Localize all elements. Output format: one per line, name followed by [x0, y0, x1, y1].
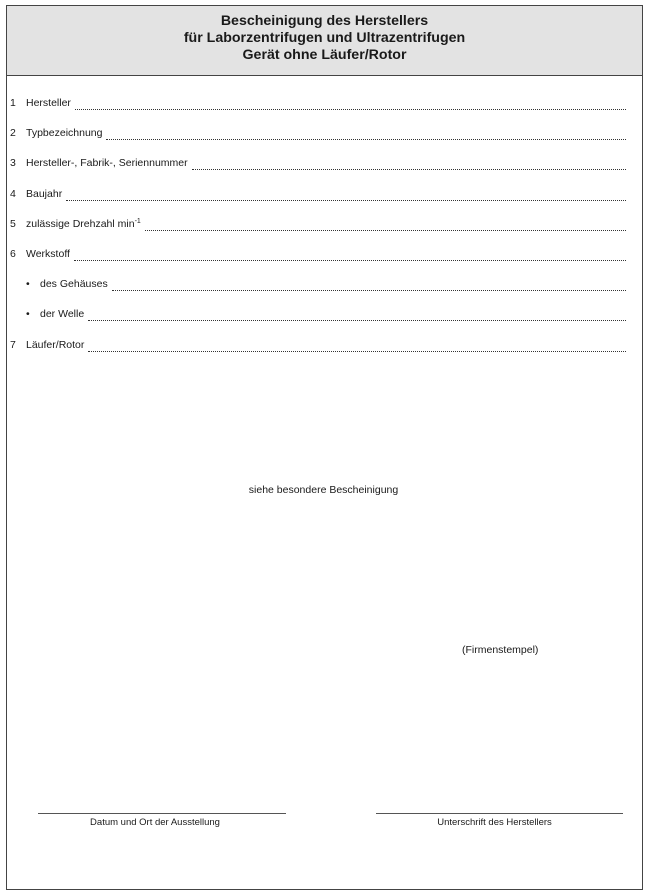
bullet-icon: •	[26, 278, 30, 290]
field-werkstoff[interactable]	[10, 248, 626, 261]
field-label: Hersteller-, Fabrik-, Seriennummer	[26, 157, 188, 169]
field-label: der Welle	[40, 308, 85, 320]
field-hersteller[interactable]	[10, 97, 626, 110]
form-title: Bescheinigung des Herstellers	[220, 13, 429, 29]
fill-in-line[interactable]	[112, 281, 626, 291]
field-number: 5	[10, 218, 16, 230]
field-number: 7	[10, 339, 16, 351]
company-stamp-label: (Firmenstempel)	[462, 644, 539, 656]
manufacturer-signature-label: Unterschrift des Herstellers	[437, 817, 552, 828]
field-number: 4	[10, 188, 16, 200]
field-number: 1	[10, 97, 16, 109]
fill-in-line[interactable]	[66, 191, 626, 201]
separate-certificate-note: siehe besondere Bescheinigung	[248, 484, 399, 496]
field-label-text: zulässige Drehzahl min	[26, 218, 135, 230]
fill-in-line[interactable]	[106, 130, 626, 140]
manufacturer-signature-line[interactable]	[376, 813, 623, 814]
field-label: Werkstoff	[26, 248, 70, 260]
fill-in-line[interactable]	[88, 311, 626, 321]
field-drehzahl[interactable]	[10, 218, 626, 231]
date-place-label: Datum und Ort der Ausstellung	[90, 817, 220, 828]
fill-in-line[interactable]	[192, 160, 626, 170]
bullet-icon: •	[26, 308, 30, 320]
field-number: 3	[10, 157, 16, 169]
fill-in-line[interactable]	[145, 221, 626, 231]
field-typbezeichnung[interactable]	[10, 127, 626, 140]
field-seriennummer[interactable]	[10, 157, 626, 170]
field-number: 6	[10, 248, 16, 260]
form-subtitle: für Laborzentrifugen und Ultrazentrifugen	[183, 30, 466, 46]
form-header	[7, 6, 642, 76]
field-laeufer-rotor[interactable]	[10, 339, 626, 352]
field-label: Baujahr	[26, 188, 63, 200]
field-label: Hersteller	[26, 97, 71, 109]
field-number: 2	[10, 127, 16, 139]
unit-exponent: -1	[134, 218, 141, 225]
field-label: des Gehäuses	[40, 278, 108, 290]
field-baujahr[interactable]	[10, 188, 626, 201]
field-werkstoff-welle[interactable]	[10, 308, 626, 321]
fill-in-line[interactable]	[88, 342, 626, 352]
fill-in-line[interactable]	[74, 251, 626, 261]
field-label: Läufer/Rotor	[26, 339, 85, 351]
fill-in-line[interactable]	[75, 100, 626, 110]
field-label: Typbezeichnung	[26, 127, 103, 139]
field-label	[26, 218, 141, 231]
field-werkstoff-gehaeuse[interactable]	[10, 278, 626, 291]
date-place-signature-line[interactable]	[38, 813, 286, 814]
form-subtitle-device: Gerät ohne Läufer/Rotor	[242, 47, 407, 63]
